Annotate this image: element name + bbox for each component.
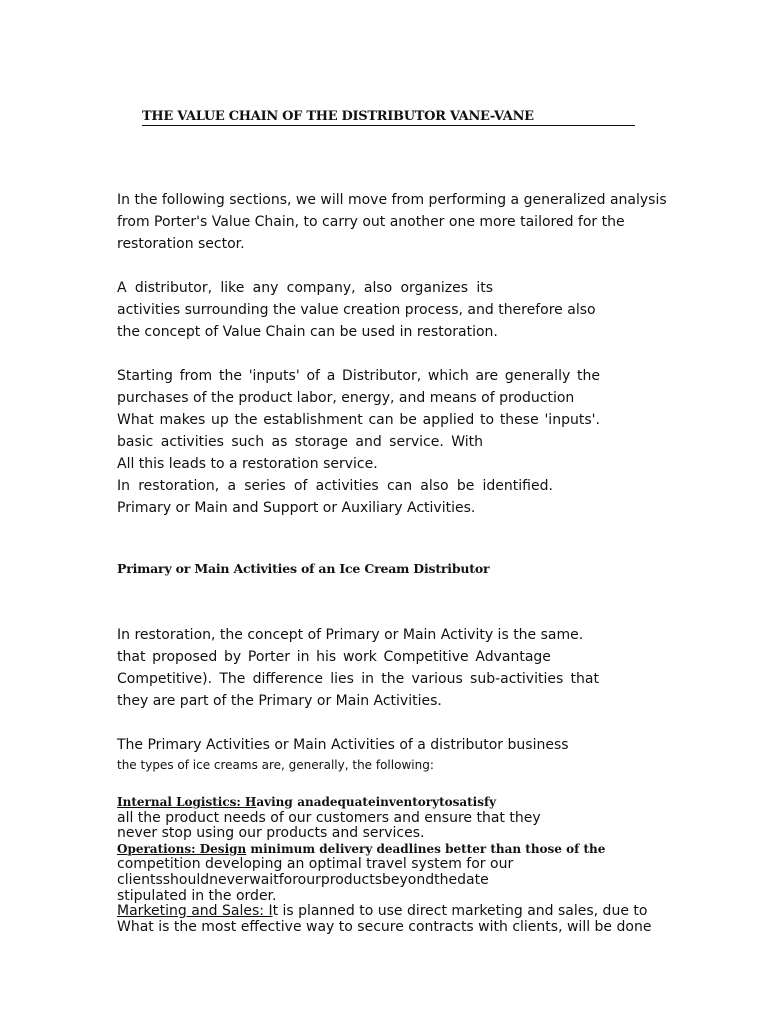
- text-line: they are part of the Primary or Main Activities.: [117, 693, 442, 709]
- word: are: [475, 368, 499, 384]
- word: a: [227, 478, 237, 494]
- word: Distributor,: [342, 368, 422, 384]
- document-title: THE VALUE CHAIN OF THE DISTRIBUTOR VANE-VANE: [142, 109, 635, 126]
- text-line-justified: [117, 365, 600, 387]
- operations-label: Operations: Design: [117, 841, 247, 856]
- word: a: [326, 368, 336, 384]
- word: The: [219, 671, 246, 687]
- word: proposed: [152, 649, 218, 665]
- word: In: [117, 478, 131, 494]
- word: in: [361, 671, 374, 687]
- text-line: the types of ice creams are, generally, the following:: [117, 758, 434, 772]
- paragraph-inputs: [117, 365, 600, 519]
- word: our: [297, 871, 321, 888]
- word: from: [179, 368, 213, 384]
- word: like: [220, 280, 245, 296]
- word: also: [420, 478, 449, 494]
- word: What: [117, 412, 154, 428]
- text-line: never stop using our products and services.: [117, 825, 425, 842]
- word: lies: [330, 671, 354, 687]
- word: that: [117, 649, 146, 665]
- text-line: The Primary Activities or Main Activities of a distributor business: [117, 737, 569, 753]
- word: up: [211, 412, 229, 428]
- word: to: [480, 412, 495, 428]
- word: can: [386, 478, 413, 494]
- marketing-line: [117, 903, 648, 920]
- word: such: [231, 434, 265, 450]
- word: the: [577, 368, 600, 384]
- text-line: the concept of Value Chain can be used in restoration.: [117, 324, 498, 340]
- word: should: [162, 871, 210, 888]
- operations-text: minimum delivery deadlines better than those of the: [246, 841, 606, 856]
- text-line-justified: [117, 646, 551, 668]
- activities-list: [117, 795, 652, 935]
- text-line: In restoration, the concept of Primary or Main Activity is the same.: [117, 627, 584, 643]
- word: identified.: [482, 478, 553, 494]
- word: to: [439, 795, 453, 809]
- text-line: purchases of the product labor, energy, and means of production: [117, 390, 575, 406]
- word: distributor,: [134, 280, 213, 296]
- internal-logistics-label: Internal Logistics: H: [117, 795, 257, 809]
- text-line: All this leads to a restoration service.: [117, 456, 378, 472]
- word: be: [399, 412, 417, 428]
- word: and: [355, 434, 382, 450]
- word: satisfy: [452, 795, 497, 809]
- word: also: [363, 280, 393, 296]
- paragraph-distributor: [117, 277, 596, 343]
- word: can: [368, 412, 394, 428]
- word: Competitive).: [117, 671, 213, 687]
- word: A: [117, 280, 127, 296]
- text-line-justified: [117, 668, 599, 690]
- word: an: [297, 795, 314, 809]
- word: clients: [117, 871, 163, 888]
- word: various: [411, 671, 463, 687]
- word: Starting: [117, 368, 173, 384]
- word: of: [306, 368, 320, 384]
- word: 'inputs'.: [544, 412, 600, 428]
- word: establishment: [263, 412, 363, 428]
- word: inventory: [375, 795, 440, 809]
- marketing-label: Marketing and Sales: I: [117, 903, 273, 920]
- word: be: [456, 478, 475, 494]
- word: Advantage: [475, 649, 551, 665]
- word: never: [209, 871, 250, 888]
- text-line: from Porter's Value Chain, to carry out another one more tailored for the: [117, 214, 625, 230]
- text-line: In the following sections, we will move from performing a generalized analysis: [117, 192, 667, 208]
- word: With: [451, 434, 483, 450]
- word: beyond: [382, 871, 435, 888]
- word: that: [570, 671, 599, 687]
- paragraph-intro: [117, 189, 667, 255]
- word: the: [381, 671, 405, 687]
- word: its: [476, 280, 493, 296]
- word: sub-activities: [470, 671, 564, 687]
- text-line-justified: [117, 475, 553, 497]
- word: his: [316, 649, 337, 665]
- text-line: Primary or Main and Support or Auxiliary Activities.: [117, 500, 476, 516]
- word: in: [296, 649, 310, 665]
- text-line: activities surrounding the value creation process, and therefore also: [117, 302, 596, 318]
- text-line: restoration sector.: [117, 236, 245, 252]
- text-line: all the product needs of our customers and ensure that they: [117, 809, 541, 826]
- section-heading: Primary or Main Activities of an Ice Cream Distributor: [117, 561, 490, 576]
- word: applied: [422, 412, 475, 428]
- word: of: [293, 478, 308, 494]
- marketing-text: t is planned to use direct marketing and sales, due to: [272, 903, 648, 920]
- word: difference: [252, 671, 323, 687]
- text-line: stipulated in the order.: [117, 887, 277, 904]
- text-line: competition developing an optimal travel system for our: [117, 856, 514, 873]
- internal-logistics-line: [117, 795, 511, 811]
- word: any: [252, 280, 279, 296]
- word: activities: [315, 478, 379, 494]
- word: date: [457, 871, 489, 888]
- word: as: [271, 434, 288, 450]
- text-line-justified: [117, 431, 483, 453]
- text-line: What is the most effective way to secure contracts with clients, will be done: [117, 918, 652, 935]
- word: aving: [256, 795, 293, 809]
- internal-logistics-text: [117, 795, 293, 809]
- word: organizes: [400, 280, 469, 296]
- word: restoration,: [138, 478, 220, 494]
- word: 'inputs': [248, 368, 300, 384]
- word: by: [224, 649, 242, 665]
- paragraph-activities-intro: [117, 734, 569, 776]
- word: work: [342, 649, 377, 665]
- word: adequate: [313, 795, 376, 809]
- word: products: [320, 871, 382, 888]
- word: service.: [389, 434, 444, 450]
- word: generally: [504, 368, 571, 384]
- operations-line: [117, 842, 637, 858]
- word: which: [427, 368, 469, 384]
- word: makes: [159, 412, 206, 428]
- text-line-justified: [117, 277, 493, 299]
- word: the: [434, 871, 458, 888]
- word: for: [278, 871, 298, 888]
- word: these: [499, 412, 539, 428]
- word: basic: [117, 434, 154, 450]
- word: Competitive: [383, 649, 469, 665]
- word: Porter: [247, 649, 290, 665]
- word: the: [234, 412, 258, 428]
- text-line-justified: [117, 409, 600, 431]
- word: the: [218, 368, 242, 384]
- paragraph-primary-activity: [117, 624, 599, 712]
- word: series: [244, 478, 286, 494]
- text-line-justified: [117, 873, 569, 889]
- word: wait: [249, 871, 279, 888]
- word: activities: [160, 434, 224, 450]
- word: storage: [294, 434, 348, 450]
- word: company,: [286, 280, 356, 296]
